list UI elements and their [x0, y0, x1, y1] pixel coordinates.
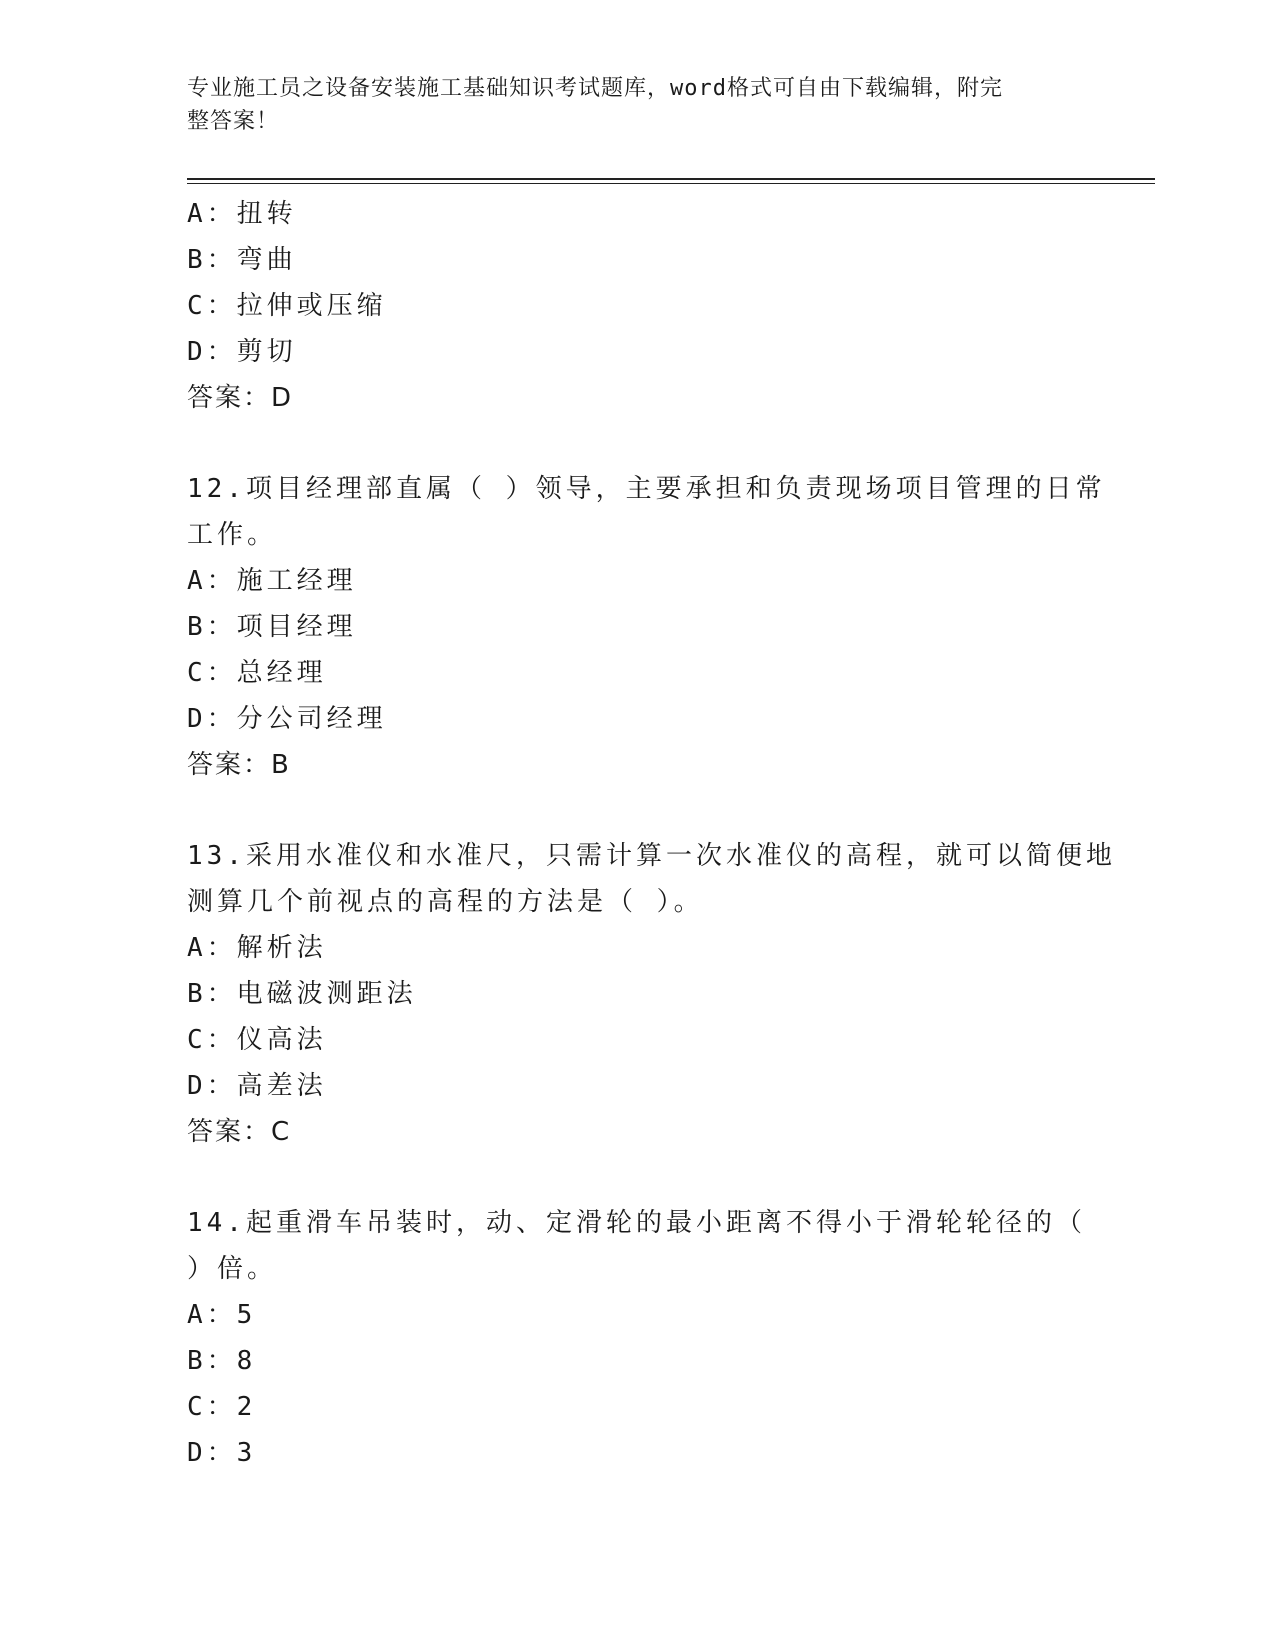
- option-a: A：5: [187, 1300, 257, 1330]
- question-stem-line-2: 工作。: [187, 520, 278, 550]
- question-stem-line-1: 13.采用水准仪和水准尺，只需计算一次水准仪的高程，就可以简便地: [187, 841, 1116, 871]
- option-c: C：2: [187, 1392, 257, 1422]
- option-a: A：扭转: [187, 199, 297, 229]
- option-c: C：总经理: [187, 658, 327, 688]
- answer-line: 答案：D: [187, 383, 294, 413]
- option-b: B：8: [187, 1346, 257, 1376]
- option-a: A：施工经理: [187, 566, 357, 596]
- option-b: B：项目经理: [187, 612, 357, 642]
- spacer: [187, 421, 1087, 466]
- option-d: D：3: [187, 1438, 257, 1468]
- option-c: C：拉伸或压缩: [187, 291, 387, 321]
- header-title-line-1: 专业施工员之设备安装施工基础知识考试题库，word格式可自由下载编辑，附完: [187, 76, 1003, 101]
- spacer: [187, 1155, 1087, 1200]
- answer-line: 答案：C: [187, 1117, 292, 1147]
- option-d: D：高差法: [187, 1071, 327, 1101]
- option-d: D：剪切: [187, 337, 297, 367]
- document-header: [187, 72, 1067, 138]
- option-d: D：分公司经理: [187, 704, 387, 734]
- header-divider-thin: [187, 183, 1155, 184]
- question-12: [187, 466, 1106, 788]
- option-a: A：解析法: [187, 933, 327, 963]
- question-13: [187, 833, 1116, 1155]
- question-stem-line-1: 14.起重滑车吊装时，动、定滑轮的最小距离不得小于滑轮轮径的（: [187, 1208, 1086, 1238]
- option-b: B：弯曲: [187, 245, 297, 275]
- header-title-line-2: 整答案！: [187, 109, 280, 134]
- header-divider-thick: [187, 178, 1155, 180]
- spacer: [187, 788, 1087, 833]
- question-list: [187, 191, 1116, 1476]
- question-stem-line-2: ）倍。: [187, 1254, 278, 1284]
- question-stem-line-1: 12.项目经理部直属（ ）领导，主要承担和负责现场项目管理的日常: [187, 474, 1106, 504]
- option-b: B：电磁波测距法: [187, 979, 417, 1009]
- question-stem-line-2: 测算几个前视点的高程的方法是（ ）。: [187, 887, 704, 917]
- question-11-continued: [187, 191, 1087, 421]
- question-14: [187, 1200, 1087, 1476]
- answer-line: 答案：B: [187, 750, 291, 780]
- option-c: C：仪高法: [187, 1025, 327, 1055]
